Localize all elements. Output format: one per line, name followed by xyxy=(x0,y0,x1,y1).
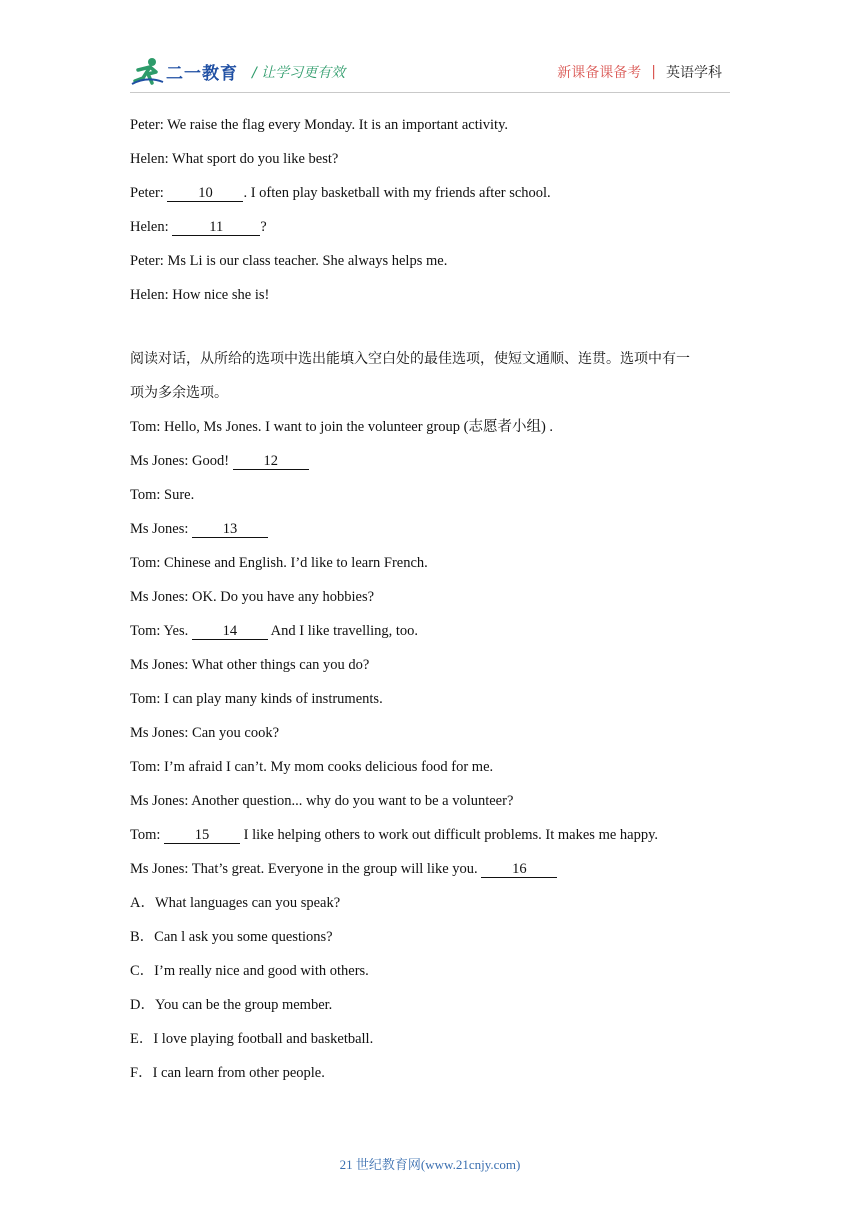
dialogue-line: Helen: What sport do you like best? xyxy=(130,151,339,167)
logo-text: 二一教育 xyxy=(166,63,238,84)
dialogue-text: And I like travelling, too. xyxy=(267,623,419,639)
dialogue-text: I like helping others to work out difficult problems. It makes me happy. xyxy=(240,827,659,843)
dialogue-line: Ms Jones: Can you cook? xyxy=(130,725,280,741)
logo xyxy=(130,56,238,86)
header-subject xyxy=(557,62,722,82)
answer-blank: 12 xyxy=(233,453,309,470)
option-item: B．Can l ask you some questions? xyxy=(130,929,333,945)
dialogue-line xyxy=(130,176,730,210)
speaker-text: Tom: xyxy=(130,827,165,843)
dialogue-line: Ms Jones: OK. Do you have any hobbies? xyxy=(130,589,375,605)
dialogue-line: Tom: Chinese and English. I’d like to learn French. xyxy=(130,555,428,571)
dialogue-line: Tom: I can play many kinds of instruments. xyxy=(130,691,383,707)
answer-blank: 14 xyxy=(192,623,268,640)
dialogue-line: Helen: How nice she is! xyxy=(130,287,270,303)
speaker-text: Ms Jones: xyxy=(130,521,193,537)
dialogue-line: Ms Jones: What other things can you do? xyxy=(130,657,370,673)
answer-blank: 11 xyxy=(172,219,260,236)
instruction-text: 项为多余选项。 xyxy=(130,385,228,401)
dialogue-line xyxy=(130,210,730,244)
speaker-text: Peter: xyxy=(130,185,168,201)
document-body xyxy=(130,108,730,1090)
section-gap xyxy=(130,312,730,342)
speaker-text: Helen: xyxy=(130,219,173,235)
dialogue-line xyxy=(130,444,730,478)
option-item: E．I love playing football and basketball. xyxy=(130,1031,374,1047)
answer-blank: 15 xyxy=(164,827,240,844)
speaker-text: Ms Jones: That’s great. Everyone in the group will like you. xyxy=(130,861,482,877)
speaker-text: Tom: Yes. xyxy=(130,623,192,639)
option-item: D．You can be the group member. xyxy=(130,997,333,1013)
dialogue-text: . I often play basketball with my friends after school. xyxy=(243,185,551,201)
dialogue-line: Peter: We raise the flag every Monday. It is an important activity. xyxy=(130,117,508,133)
dialogue-line xyxy=(130,818,730,852)
answer-blank: 13 xyxy=(192,521,268,538)
header-divider xyxy=(130,92,730,93)
dialogue-line: Tom: Hello, Ms Jones. I want to join the volunteer group (志愿者小组) . xyxy=(130,419,554,435)
dialogue-line: Tom: Sure. xyxy=(130,487,195,503)
dialogue-text: ? xyxy=(260,219,267,235)
option-item: F．I can learn from other people. xyxy=(130,1065,325,1081)
dialogue-line xyxy=(130,614,730,648)
slogan: / 让学习更有效 xyxy=(252,65,346,81)
header-course-label: 新课备课备考 xyxy=(557,65,642,81)
header-subject-label: 英语学科 xyxy=(666,65,722,81)
dialogue-line xyxy=(130,852,730,886)
dialogue-line xyxy=(130,512,730,546)
instruction-text: 阅读对话，从所给的选项中选出能填入空白处的最佳选项，使短文通顺、连贯。选项中有一 xyxy=(130,351,690,367)
header-separator: | xyxy=(651,64,656,80)
option-item: A．What languages can you speak? xyxy=(130,895,341,911)
page-header xyxy=(130,56,730,92)
page-footer: 21 世纪教育网(www.21cnjy.com) xyxy=(339,1157,521,1172)
answer-blank: 10 xyxy=(167,185,243,202)
dialogue-line: Peter: Ms Li is our class teacher. She always helps me. xyxy=(130,253,448,269)
speaker-text: Ms Jones: Good! xyxy=(130,453,233,469)
answer-blank: 16 xyxy=(481,861,557,878)
runner-logo-icon xyxy=(130,56,164,86)
option-item: C．I’m really nice and good with others. xyxy=(130,963,369,979)
dialogue-line: Tom: I’m afraid I can’t. My mom cooks delicious food for me. xyxy=(130,759,494,775)
dialogue-line: Ms Jones: Another question... why do you want to be a volunteer? xyxy=(130,793,514,809)
